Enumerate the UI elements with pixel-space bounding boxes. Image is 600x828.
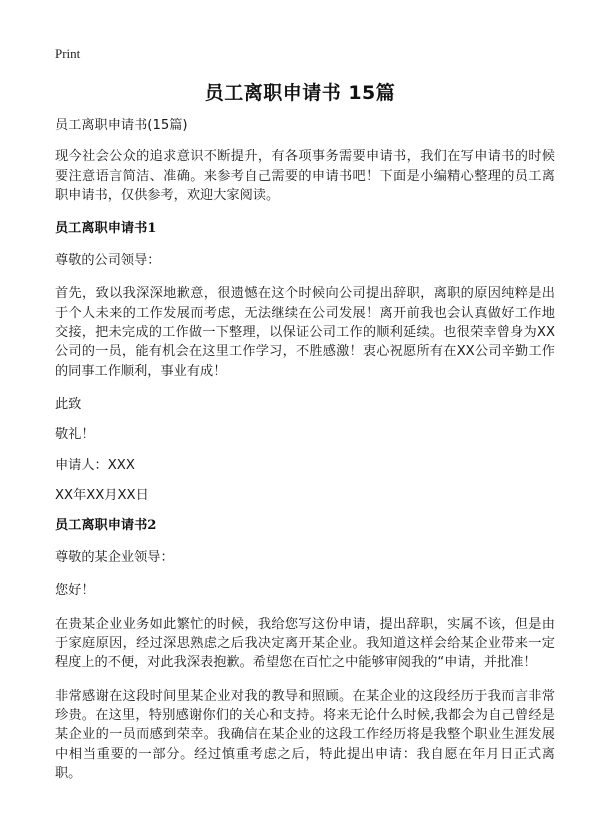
letter1-body: 首先，致以我深深地歉意，很遗憾在这个时候向公司提出辞职，离职的原因纯粹是出于个人未来的工作发展而考虑，无法继续在公司发展！离开前我也会认真做好工作地交接，把未完成的工作做一下整理，以保证公司工作的顺利延续。也很荣幸曾身为XX公司的一员，能有机会在这里工作学习，不胜感激！衷心祝愿所有在XX公司辛勤工作的同事工作顺利，事业有成！ [55, 286, 555, 379]
letter2-paragraph-1: 在贵某企业业务如此繁忙的时候，我给您写这份申请，提出辞职，实属不该，但是由于家庭原因，经过深思熟虑之后我决定离开某企业。我知道这样会给某企业带来一定程度上的不便，对此我深表抱歉。希望您在百忙之中能够审阅我的“申请，并批准！ [55, 616, 555, 671]
letter2-paragraph-2: 非常感谢在这段时间里某企业对我的教导和照顾。在某企业的这段经历于我而言非常珍贵。在这里，特别感谢你们的关心和支持。将来无论什么时候,我都会为自己曾经是某企业的一员而感到荣幸。我确信在某企业的这段工作经历将是我整个职业生涯发展中相当重要的一部分。经过慎重考虑之后，特此提出申请：我自愿在年月日正式离职。 [55, 688, 555, 781]
letter2-greeting: 您好！ [55, 583, 95, 599]
letter1-heading: 员工离职申请书1 [55, 221, 157, 237]
letter1-applicant: 申请人：XXX [55, 457, 135, 473]
document-title: 员工离职申请书 15篇 [204, 82, 396, 104]
document-subtitle: 员工离职申请书(15篇) [55, 118, 188, 133]
letter1-date: XX年XX月XX日 [55, 487, 149, 503]
print-label[interactable]: Print [55, 46, 81, 61]
document-content [55, 116, 555, 797]
intro-paragraph: 现今社会公众的追求意识不断提升，有各项事务需要申请书，我们在写申请书的时候要注意语言简洁、准确。来参考自己需要的申请书吧！下面是小编精心整理的员工离职申请书，仅供参考，欢迎大家阅读。 [55, 149, 555, 203]
letter1-closing-2: 敬礼！ [55, 427, 95, 443]
letter2-heading: 员工离职申请书2 [55, 518, 157, 534]
letter2-salutation: 尊敬的某企业领导： [55, 550, 174, 566]
letter1-closing-1: 此致 [55, 396, 82, 412]
letter1-salutation: 尊敬的公司领导： [55, 253, 161, 269]
